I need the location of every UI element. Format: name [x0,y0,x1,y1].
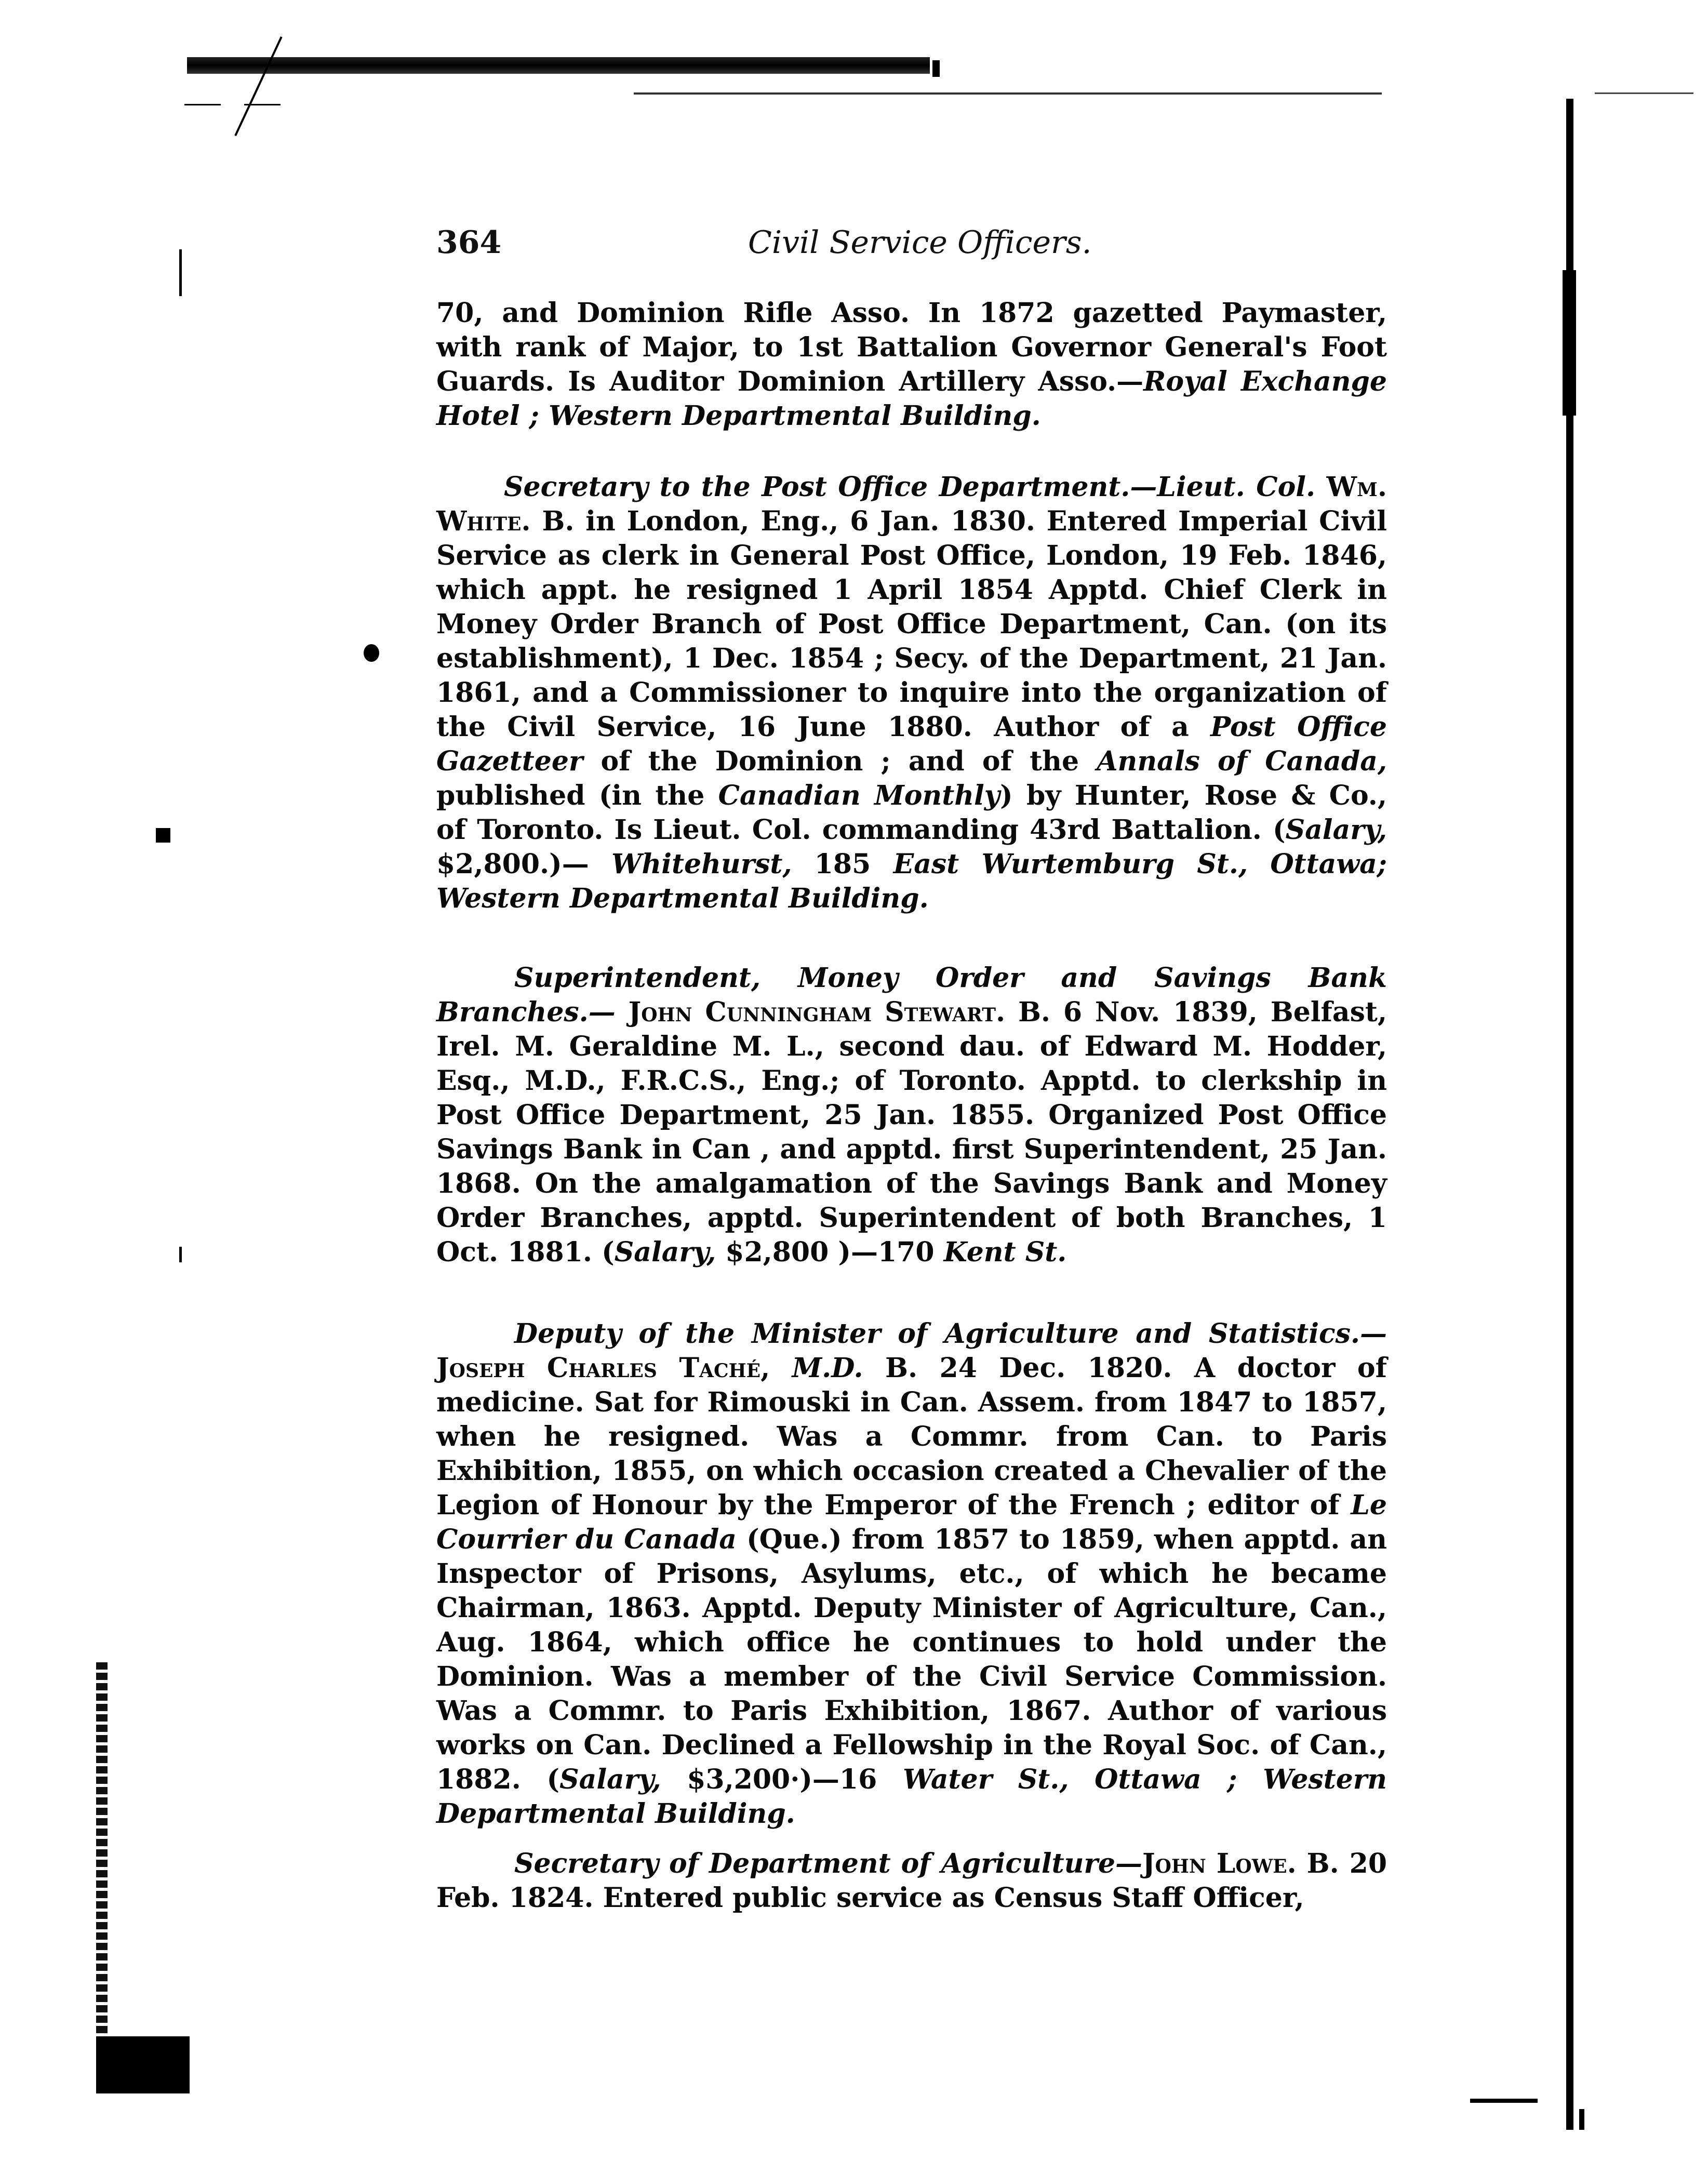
scan-artifact-slash [234,36,282,136]
address-text: Royal Exchange Hotel ; Western Departmental Building. [436,366,1387,432]
scan-artifact-bottom-bar [1470,2099,1538,2103]
address-text: Kent St. [943,1236,1067,1268]
scan-artifact-line [1595,92,1693,94]
address-text: Water St., Ottawa ; Western Departmental Building. [436,1764,1387,1830]
salary-label: Salary, [614,1236,716,1268]
entry-title: Secretary of Department of Agriculture— [514,1848,1142,1879]
running-title: Civil Service Officers. [748,224,1092,261]
entry-agriculture-secretary [436,1847,1387,1915]
entry-text: B. in London, Eng., 6 Jan. 1830. Entered Imperial Civil Service as clerk in General Post Office, London, 19 Feb. 1846, which appt. he resigned 1 April 1854 Apptd. Chief Clerk in Money Order Branch of Post Office Department, Can. (on its establishment), 1 Dec. 1854 ; Secy. of the Department, 21 Jan. 1861, and a Commissioner to inquire into the organization of the Civil Service, 16 June 1880. Author of a [436,505,1387,743]
scan-artifact-left-band [96,1662,108,2078]
address-text: Whitehurst, [611,848,792,880]
entry-name: John Cunningham Stewart. [628,996,1006,1028]
entry-name: Joseph Charles Taché, [436,1352,770,1384]
entry-text: $3,200·)—16 [661,1764,903,1795]
entry-post-office-secretary [436,470,1387,916]
paragraph-continuation [436,296,1387,433]
scan-artifact-ink-blot [364,644,379,662]
address-text: East Wurtemburg St., Ottawa; Western Departmental Building. [436,848,1387,914]
entry-text: published (in the [436,780,718,811]
entry-deputy-minister-agriculture [436,1317,1387,1831]
scan-artifact-right-rule [1563,270,1576,416]
entry-text: (Que.) from 1857 to 1859, when apptd. an Inspector of Prisons, Asylums, etc., of which he became Chairman, 1863. Apptd. Deputy Minister of Agriculture, Can., Aug. 1864, which office he continues to hold under the Dominion. Was a member of the Civil Service Commission. Was a Commr. to Paris Exhibition, 1867. Author of various works on Can. Declined a Fellowship in the Royal Soc. of Can., 1882. ( [436,1524,1387,1795]
scan-artifact-tick [179,249,182,296]
entry-title: Secretary to the Post Office Department.—Lieut. Col. [504,471,1316,503]
entry-text: $2,800 )—170 [716,1236,944,1268]
degree-text: M.D. [770,1352,863,1384]
work-title: Canadian Monthly [718,780,1000,811]
entry-title: Superintendent, Money Order and Savings Bank Branches.— [436,962,1387,1028]
scan-artifact-top-bar-end [932,60,940,77]
work-title: Post Office Gazetteer [436,711,1387,777]
salary-label: Salary, [1285,814,1387,846]
salary-label: Salary, [559,1764,661,1795]
scan-artifact-line [634,92,1382,95]
scan-artifact-top-bar [187,57,930,74]
scan-artifact-square [156,828,170,843]
entry-text: B. 20 Feb. 1824. Entered public service as Census Staff Officer, [436,1848,1387,1914]
entry-text: B. 6 Nov. 1839, Belfast, Irel. M. Geraldine M. L., second dau. of Edward M. Hodder, Esq., M.D., F.R.C.S., Eng.; of Toronto. Apptd. to clerkship in Post Office Department, 25 Jan. 1855. Organized Post Office Savings Bank in Can , and apptd. first Superintendent, 25 Jan. 1868. On the amalgamation of the Savings Bank and Money Order Branches, apptd. Superintendent of both Branches, 1 Oct. 1881. ( [436,996,1387,1268]
entry-money-order-superintendent [436,961,1387,1270]
scan-artifact-tick [179,1247,182,1262]
scan-artifact-tick [1579,2109,1584,2130]
work-title: Annals of Canada, [1097,745,1387,777]
entry-title: Deputy of the Minister of Agriculture and Statistics.— [514,1318,1387,1350]
page-header [436,224,1397,266]
entry-text: $2,800.)— [436,848,611,880]
paragraph-text: 70, and Dominion Rifle Asso. In 1872 gazetted Paymaster, with rank of Major, to 1st Battalion Governor General's Foot Guards. Is Auditor Dominion Artillery Asso.— [436,297,1387,397]
page-number: 364 [436,224,502,261]
entry-name: John Lowe. [1142,1848,1297,1879]
scan-artifact-left-band [96,2036,190,2093]
work-title: Le Courrier du Canada [436,1489,1387,1555]
entry-text: 185 [792,848,893,880]
entry-text: ) by Hunter, Rose & Co., of Toronto. Is Lieut. Col. commanding 43rd Battalion. ( [436,780,1387,846]
entry-text: B. 24 Dec. 1820. A doctor of medicine. Sat for Rimouski in Can. Assem. from 1847 to 1857, when he resigned. Was a Commr. from Can. to Paris Exhibition, 1855, on which occasion created a Chevalier of the Legion of Honour by the Emperor of the French ; editor of [436,1352,1387,1521]
scan-artifact-line [184,104,221,105]
entry-name: Wm. White. [436,471,1387,537]
entry-text: of the Dominion ; and of the [583,745,1097,777]
